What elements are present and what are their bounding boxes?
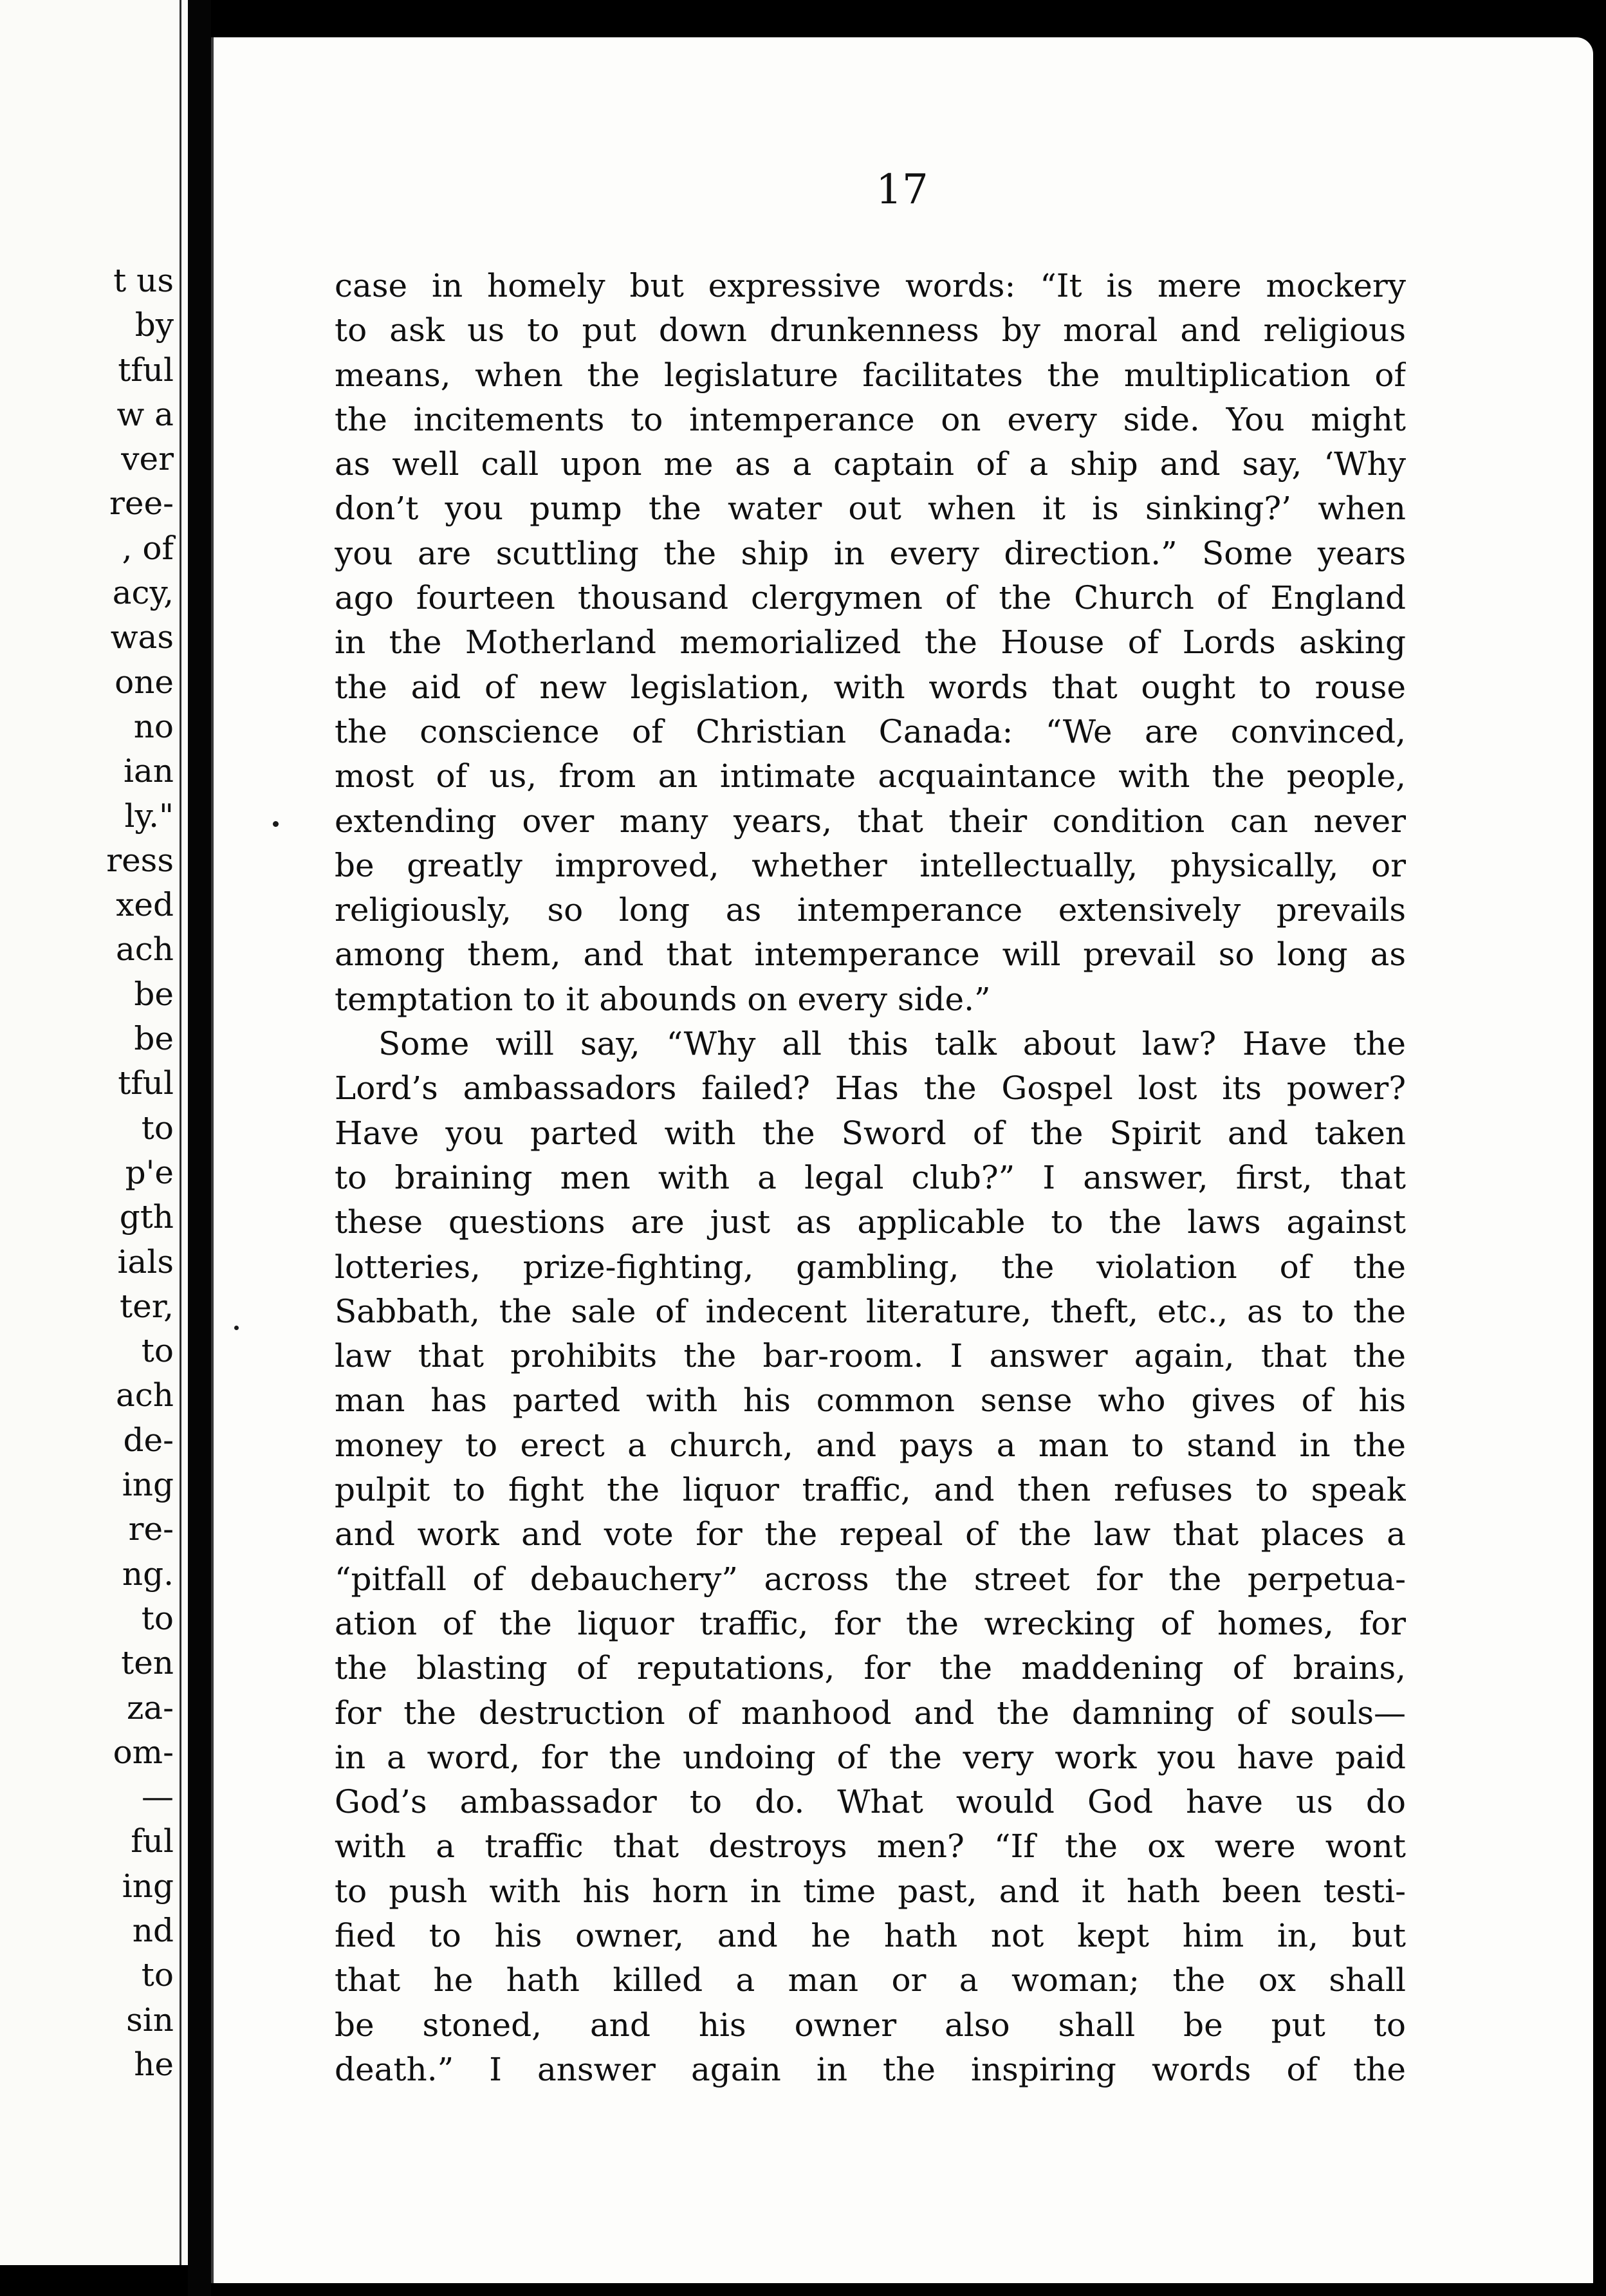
- left-page-edge: [180, 0, 181, 2265]
- text-line: case in homely but expressive words: “It is mere mockery: [335, 267, 1406, 304]
- left-page-fragment: ing: [122, 1466, 174, 1504]
- text-line: as well call upon me as a captain of a ship and say, ‘Why: [335, 445, 1406, 483]
- left-page-fragment: to: [141, 1599, 174, 1637]
- left-page-fragment: acy,: [112, 574, 174, 612]
- text-line: God’s ambassador to do. What would God have us do: [335, 1783, 1406, 1821]
- text-line: religiously, so long as intemperance extensively prevails: [335, 891, 1406, 929]
- text-line: pulpit to fight the liquor traffic, and then refuses to speak: [335, 1471, 1406, 1509]
- text-line: the incitements to intemperance on every side. You might: [335, 400, 1406, 438]
- ink-speck: [273, 821, 279, 827]
- text-line: for the destruction of manhood and the damning of souls—: [335, 1694, 1406, 1732]
- text-line: fied to his owner, and he hath not kept him in, but: [335, 1916, 1406, 1954]
- book-gutter: [188, 0, 211, 2296]
- text-line: the aid of new legislation, with words that ought to rouse: [335, 668, 1406, 706]
- ink-speck: [234, 1326, 239, 1330]
- left-page-fragment: ach: [115, 1376, 174, 1414]
- left-page-fragment: tful: [118, 1064, 174, 1102]
- text-line: to braining men with a legal club?” I answer, first, that: [335, 1158, 1406, 1196]
- text-line: among them, and that intemperance will prevail so long as: [335, 936, 1406, 974]
- text-line: money to erect a church, and pays a man to stand in the: [335, 1426, 1406, 1464]
- text-line: in a word, for the undoing of the very work you have paid: [335, 1738, 1406, 1776]
- left-page: [0, 0, 188, 2265]
- text-line: temptation to it abounds on every side.”: [335, 980, 991, 1018]
- text-line: means, when the legislature facilitates the multiplication of: [335, 356, 1406, 394]
- left-page-fragment: ials: [117, 1243, 174, 1281]
- left-page-fragment: nd: [132, 1911, 174, 1949]
- text-line: Sabbath, the sale of indecent literature, theft, etc., as to the: [335, 1292, 1406, 1330]
- text-line: with a traffic that destroys men? “If the ox were wont: [335, 1828, 1406, 1866]
- left-page-fragment: ing: [122, 1867, 174, 1905]
- left-page-fragment: no: [133, 707, 174, 745]
- text-line: Lord’s ambassadors failed? Has the Gospel lost its power?: [335, 1069, 1406, 1107]
- text-line: extending over many years, that their condition can never: [335, 802, 1406, 840]
- left-page-fragment: one: [115, 663, 174, 701]
- left-page-fragment: za-: [126, 1689, 174, 1727]
- left-page-text-fragments: [106, 259, 174, 2087]
- left-page-fragment: ly.": [124, 797, 174, 835]
- text-line: death.” I answer again in the inspiring words of the: [335, 2050, 1406, 2088]
- left-page-fragment: om-: [113, 1733, 174, 1771]
- left-page-fragment: xed: [116, 886, 174, 924]
- left-page-fragment: ng.: [122, 1555, 174, 1593]
- left-page-fragment: w a: [116, 395, 174, 433]
- text-line: lotteries, prize-fighting, gambling, the violation of the: [335, 1248, 1406, 1286]
- right-page: [211, 37, 1593, 2283]
- text-line: be greatly improved, whether intellectually, physically, or: [335, 846, 1406, 884]
- right-page-edge: [211, 37, 214, 2283]
- left-page-fragment: by: [134, 306, 174, 344]
- text-line: “pitfall of debauchery” across the street for the perpetua-: [335, 1560, 1406, 1598]
- left-page-fragment: be: [134, 1020, 174, 1058]
- text-line: law that prohibits the bar-room. I answer again, that the: [335, 1337, 1406, 1375]
- text-line: Have you parted with the Sword of the Spirit and taken: [335, 1114, 1406, 1152]
- left-page-fragment: ach: [115, 930, 174, 968]
- left-page-fragment: ver: [121, 440, 174, 478]
- text-line: man has parted with his common sense who gives of his: [335, 1382, 1406, 1420]
- text-line: Some will say, “Why all this talk about law? Have the: [378, 1025, 1406, 1063]
- text-line: to ask us to put down drunkenness by moral and religious: [335, 311, 1406, 349]
- left-page-fragment: ten: [121, 1644, 174, 1682]
- left-page-fragment: sin: [126, 2001, 174, 2039]
- left-page-fragment: to: [141, 1332, 174, 1370]
- left-page-fragment: be: [134, 975, 174, 1013]
- text-line: ago fourteen thousand clergymen of the Church of England: [335, 579, 1406, 617]
- text-line: the conscience of Christian Canada: “We are convinced,: [335, 712, 1406, 750]
- left-page-fragment: , of: [122, 529, 174, 567]
- left-page-fragment: p'e: [125, 1153, 174, 1191]
- page-number: 17: [876, 166, 928, 214]
- text-line: in the Motherland memorialized the House of Lords asking: [335, 624, 1406, 662]
- left-page-fragment: to: [141, 1956, 174, 1994]
- text-line: you are scuttling the ship in every direction.” Some years: [335, 534, 1406, 572]
- text-line: the blasting of reputations, for the maddening of brains,: [335, 1649, 1406, 1687]
- text-line: most of us, from an intimate acquaintance with the people,: [335, 757, 1406, 795]
- text-line: these questions are just as applicable to the laws against: [335, 1203, 1406, 1241]
- left-page-fragment: ful: [131, 1822, 174, 1860]
- left-page-fragment: gth: [119, 1198, 174, 1236]
- left-page-fragment: ter,: [120, 1287, 174, 1325]
- left-page-fragment: to: [141, 1109, 174, 1147]
- left-page-fragment: ian: [123, 752, 174, 790]
- left-page-fragment: t us: [113, 262, 174, 299]
- left-page-fragment: ree-: [109, 485, 174, 523]
- left-page-fragment: was: [110, 618, 174, 656]
- left-page-fragment: ress: [106, 841, 174, 879]
- text-line: to push with his horn in time past, and it hath been testi-: [335, 1872, 1406, 1910]
- left-page-fragment: re-: [128, 1510, 174, 1548]
- text-line: be stoned, and his owner also shall be put to: [335, 2006, 1406, 2044]
- text-line: that he hath killed a man or a woman; the ox shall: [335, 1961, 1406, 1999]
- left-page-fragment: de-: [123, 1421, 174, 1459]
- left-page-fragment: —: [142, 1778, 174, 1816]
- page-body-text: [335, 264, 1406, 2092]
- left-page-fragment: tful: [118, 351, 174, 389]
- text-line: don’t you pump the water out when it is sinking?’ when: [335, 490, 1406, 528]
- text-line: ation of the liquor traffic, for the wrecking of homes, for: [335, 1604, 1406, 1642]
- left-page-fragment: he: [134, 2045, 174, 2083]
- text-line: and work and vote for the repeal of the law that places a: [335, 1515, 1406, 1553]
